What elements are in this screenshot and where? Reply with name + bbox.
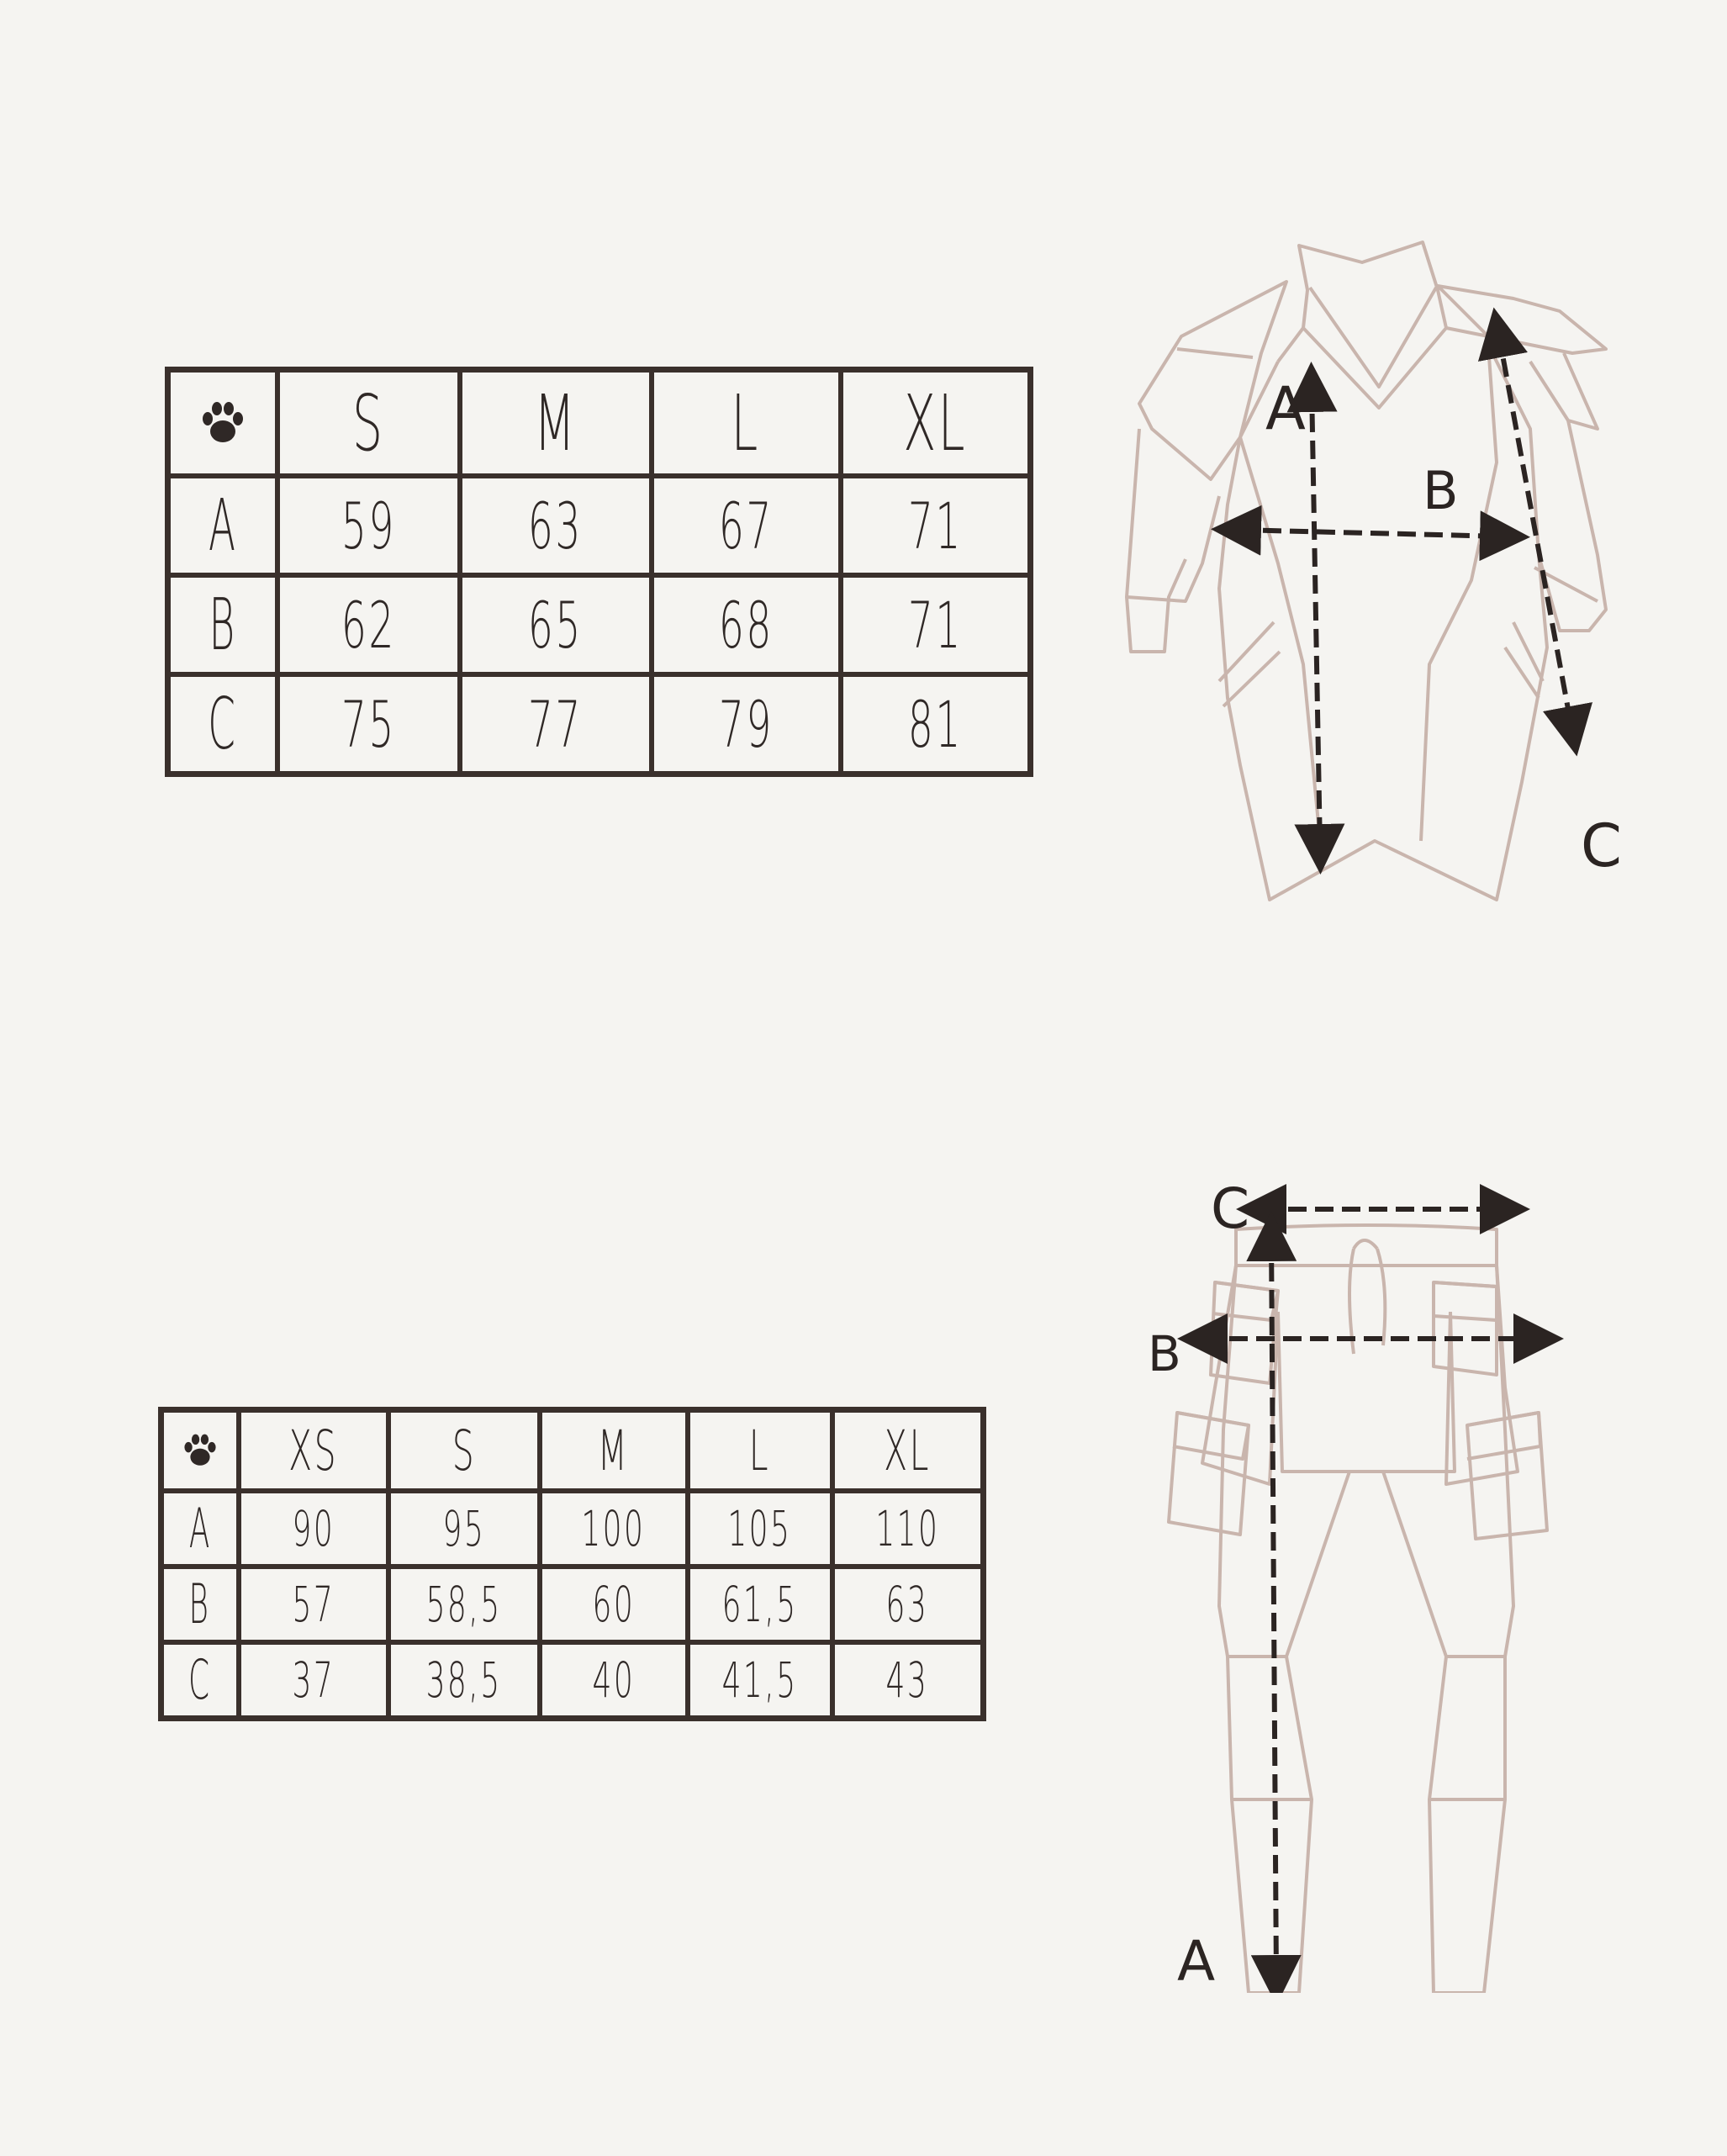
table-cell: 65: [460, 575, 652, 674]
size-header: XL: [832, 1410, 984, 1492]
hoodie-measurement-diagram: [1093, 227, 1631, 933]
table-row: [168, 575, 1031, 674]
table-cell: 71: [841, 575, 1031, 674]
row-label: B: [161, 1567, 239, 1642]
table-cell: 41,5: [688, 1642, 832, 1719]
table-cell: 110: [832, 1491, 984, 1567]
size-header: S: [277, 370, 460, 477]
table-cell: 57: [239, 1567, 388, 1642]
table-row: [161, 1491, 984, 1567]
table-cell: 43: [832, 1642, 984, 1719]
size-header: L: [652, 370, 841, 477]
table-cell: 79: [652, 674, 841, 774]
table-cell: 38,5: [388, 1642, 540, 1719]
measurement-arrows: [1202, 1209, 1539, 1980]
table-cell: 105: [688, 1491, 832, 1567]
paw-icon: [161, 1410, 239, 1492]
table-header-row: [161, 1410, 984, 1492]
arrow-b: [1236, 530, 1505, 536]
pants-measurement-diagram: [1143, 1152, 1581, 1993]
table-cell: 63: [460, 476, 652, 575]
row-label: B: [168, 575, 277, 674]
size-header: L: [688, 1410, 832, 1492]
table-row: [168, 674, 1031, 774]
label-a: A: [1265, 374, 1306, 443]
table-row: [161, 1642, 984, 1719]
arrow-c: [1498, 332, 1572, 732]
label-c: C: [1211, 1176, 1250, 1241]
row-label: A: [161, 1491, 239, 1567]
size-header: XL: [841, 370, 1031, 477]
table-row: [168, 476, 1031, 575]
table-cell: 95: [388, 1491, 540, 1567]
paw-icon: [168, 370, 277, 477]
table-cell: 68: [652, 575, 841, 674]
label-b: B: [1148, 1325, 1181, 1382]
row-label: A: [168, 476, 277, 575]
hoodie-size-table: [165, 367, 1033, 777]
size-header: S: [388, 1410, 540, 1492]
table-cell: 67: [652, 476, 841, 575]
table-cell: 37: [239, 1642, 388, 1719]
table-cell: 62: [277, 575, 460, 674]
table-cell: 59: [277, 476, 460, 575]
table-cell: 81: [841, 674, 1031, 774]
table-cell: 75: [277, 674, 460, 774]
table-cell: 40: [540, 1642, 688, 1719]
table-cell: 63: [832, 1567, 984, 1642]
row-label: C: [161, 1642, 239, 1719]
label-c: C: [1581, 811, 1622, 880]
label-b: B: [1423, 460, 1459, 521]
row-label: C: [168, 674, 277, 774]
size-header: M: [540, 1410, 688, 1492]
size-header: M: [460, 370, 652, 477]
pants-size-table: [158, 1407, 986, 1721]
table-cell: 90: [239, 1491, 388, 1567]
hoodie-outline: [1127, 242, 1606, 900]
table-cell: 77: [460, 674, 652, 774]
table-header-row: [168, 370, 1031, 477]
pants-outline: [1169, 1225, 1547, 1993]
table-row: [161, 1567, 984, 1642]
table-cell: 61,5: [688, 1567, 832, 1642]
size-header: XS: [239, 1410, 388, 1492]
table-cell: 60: [540, 1567, 688, 1642]
table-cell: 71: [841, 476, 1031, 575]
label-a: A: [1177, 1929, 1216, 1993]
table-cell: 58,5: [388, 1567, 540, 1642]
table-cell: 100: [540, 1491, 688, 1567]
